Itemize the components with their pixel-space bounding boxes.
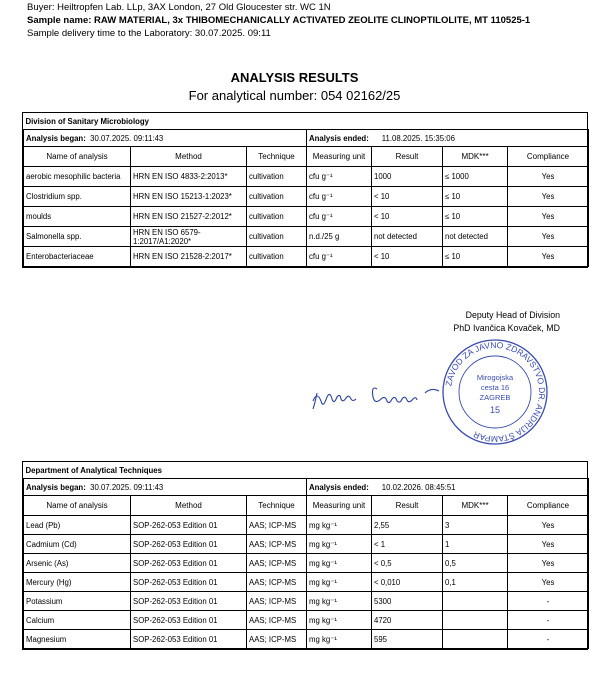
method-cell: HRN EN ISO 21527-2:2012* bbox=[131, 207, 247, 227]
table-row bbox=[24, 611, 589, 630]
method-cell: SOP-262-053 Edition 01 bbox=[131, 535, 247, 554]
micro-began: Analysis began: 30.07.2025. 09:11:43 bbox=[24, 130, 307, 147]
compliance-cell: Yes bbox=[508, 554, 589, 573]
technique-cell: AAS; ICP-MS bbox=[247, 573, 307, 592]
svg-text:ZAGREB: ZAGREB bbox=[479, 393, 511, 402]
compliance-cell: Yes bbox=[508, 207, 589, 227]
unit-cell: mg kg⁻¹ bbox=[307, 611, 372, 630]
result-cell: 5300 bbox=[372, 592, 443, 611]
svg-text:cesta 16: cesta 16 bbox=[480, 383, 510, 392]
result-cell: 2,55 bbox=[372, 516, 443, 535]
stamp bbox=[443, 340, 547, 444]
table-row bbox=[24, 516, 589, 535]
svg-text:ZAVOD ZA JAVNO ZDRAVSTVO DR. A: ZAVOD ZA JAVNO ZDRAVSTVO DR. ANDRIJA ŠTAMPAR bbox=[443, 339, 548, 445]
unit-cell: mg kg⁻¹ bbox=[307, 554, 372, 573]
analytical-number: For analytical number: 054 02162/25 bbox=[188, 88, 401, 103]
method-cell: SOP-262-053 Edition 01 bbox=[131, 516, 247, 535]
result-cell: < 0,010 bbox=[372, 573, 443, 592]
result-cell: 1000 bbox=[372, 167, 443, 187]
mdk-cell bbox=[443, 592, 508, 611]
mdk-cell: 3 bbox=[443, 516, 508, 535]
signer-role: Deputy Head of Division bbox=[465, 310, 560, 320]
result-cell: < 10 bbox=[372, 187, 443, 207]
compliance-cell: Yes bbox=[508, 573, 589, 592]
svg-text:15: 15 bbox=[489, 405, 501, 415]
result-cell: < 1 bbox=[372, 535, 443, 554]
unit-cell: mg kg⁻¹ bbox=[307, 630, 372, 649]
analysis-name-cell: Lead (Pb) bbox=[24, 516, 131, 535]
technique-cell: cultivation bbox=[247, 247, 307, 267]
method-cell: SOP-262-053 Edition 01 bbox=[131, 592, 247, 611]
technique-cell: AAS; ICP-MS bbox=[247, 554, 307, 573]
compliance-cell: Yes bbox=[508, 247, 589, 267]
signature-and-stamp bbox=[305, 335, 585, 450]
mdk-cell: not detected bbox=[443, 227, 508, 247]
technique-cell: AAS; ICP-MS bbox=[247, 535, 307, 554]
compliance-cell: Yes bbox=[508, 227, 589, 247]
technique-cell: AAS; ICP-MS bbox=[247, 611, 307, 630]
mdk-cell: ≤ 10 bbox=[443, 187, 508, 207]
method-cell: HRN EN ISO 21528-2:2017* bbox=[131, 247, 247, 267]
table-row bbox=[24, 247, 589, 267]
table-row bbox=[24, 630, 589, 649]
compliance-cell: Yes bbox=[508, 535, 589, 554]
micro-section bbox=[22, 112, 588, 268]
table-row bbox=[24, 167, 589, 187]
analysis-name-cell: aerobic mesophilic bacteria bbox=[24, 167, 131, 187]
sample-name-line: Sample name: RAW MATERIAL, 3x THIBOMECHANICALLY ACTIVATED ZEOLITE CLINOPTILOLITE, MT 110525-1 bbox=[27, 15, 531, 26]
table-row bbox=[24, 573, 589, 592]
buyer-line: Buyer: Heiltropfen Lab. LLp, 3AX London, 27 Old Gloucester str. WC 1N bbox=[27, 2, 331, 13]
micro-ended: Analysis ended: 11.08.2025. 15:35:06 bbox=[307, 130, 589, 147]
analysis-name-cell: Arsenic (As) bbox=[24, 554, 131, 573]
mdk-cell: ≤ 10 bbox=[443, 247, 508, 267]
analysis-name-cell: Magnesium bbox=[24, 630, 131, 649]
analysis-name-cell: Potassium bbox=[24, 592, 131, 611]
result-cell: 595 bbox=[372, 630, 443, 649]
mdk-cell: 0,5 bbox=[443, 554, 508, 573]
compliance-cell: - bbox=[508, 592, 589, 611]
method-cell: HRN EN ISO 15213-1:2023* bbox=[131, 187, 247, 207]
compliance-cell: - bbox=[508, 630, 589, 649]
unit-cell: mg kg⁻¹ bbox=[307, 573, 372, 592]
unit-cell: mg kg⁻¹ bbox=[307, 516, 372, 535]
analytical-section bbox=[22, 461, 588, 650]
micro-division-title: Division of Sanitary Microbiology bbox=[24, 113, 589, 130]
analysis-name-cell: moulds bbox=[24, 207, 131, 227]
mdk-cell: 0,1 bbox=[443, 573, 508, 592]
analysis-name-cell: Calcium bbox=[24, 611, 131, 630]
technique-cell: AAS; ICP-MS bbox=[247, 592, 307, 611]
analysis-name-cell: Salmonella spp. bbox=[24, 227, 131, 247]
handwritten-signature bbox=[313, 388, 439, 409]
analysis-name-cell: Clostridium spp. bbox=[24, 187, 131, 207]
table-row bbox=[24, 227, 589, 247]
technique-cell: AAS; ICP-MS bbox=[247, 630, 307, 649]
table-row bbox=[24, 187, 589, 207]
table-row bbox=[24, 592, 589, 611]
analytical-header-row: Name of analysis Method Technique Measuring unit Result MDK*** Compliance bbox=[24, 496, 589, 516]
analytical-division-title: Department of Analytical Techniques bbox=[24, 462, 589, 479]
technique-cell: cultivation bbox=[247, 207, 307, 227]
technique-cell: cultivation bbox=[247, 167, 307, 187]
result-cell: < 10 bbox=[372, 247, 443, 267]
micro-header-row: Name of analysis Method Technique Measuring unit Result MDK*** Compliance bbox=[24, 147, 589, 167]
mdk-cell bbox=[443, 630, 508, 649]
result-cell: < 10 bbox=[372, 207, 443, 227]
result-cell: not detected bbox=[372, 227, 443, 247]
unit-cell: cfu g⁻¹ bbox=[307, 207, 372, 227]
unit-cell: n.d./25 g bbox=[307, 227, 372, 247]
analytical-table bbox=[23, 462, 589, 649]
unit-cell: mg kg⁻¹ bbox=[307, 592, 372, 611]
mdk-cell: 1 bbox=[443, 535, 508, 554]
delivery-line: Sample delivery time to the Laboratory: 30.07.2025. 09:11 bbox=[27, 28, 271, 39]
technique-cell: AAS; ICP-MS bbox=[247, 516, 307, 535]
result-cell: 4720 bbox=[372, 611, 443, 630]
analysis-name-cell: Enterobacteriaceae bbox=[24, 247, 131, 267]
table-row bbox=[24, 554, 589, 573]
analysis-name-cell: Mercury (Hg) bbox=[24, 573, 131, 592]
compliance-cell: Yes bbox=[508, 167, 589, 187]
method-cell: HRN EN ISO 6579-1:2017/A1:2020* bbox=[131, 227, 247, 247]
method-cell: SOP-262-053 Edition 01 bbox=[131, 630, 247, 649]
mdk-cell: ≤ 10 bbox=[443, 207, 508, 227]
unit-cell: mg kg⁻¹ bbox=[307, 535, 372, 554]
analytical-ended: Analysis ended: 10.02.2026. 08:45:51 bbox=[307, 479, 589, 496]
technique-cell: cultivation bbox=[247, 187, 307, 207]
technique-cell: cultivation bbox=[247, 227, 307, 247]
method-cell: HRN EN ISO 4833-2:2013* bbox=[131, 167, 247, 187]
unit-cell: cfu g⁻¹ bbox=[307, 247, 372, 267]
table-row bbox=[24, 207, 589, 227]
method-cell: SOP-262-053 Edition 01 bbox=[131, 554, 247, 573]
result-cell: < 0,5 bbox=[372, 554, 443, 573]
micro-table bbox=[23, 113, 589, 267]
method-cell: SOP-262-053 Edition 01 bbox=[131, 611, 247, 630]
compliance-cell: Yes bbox=[508, 187, 589, 207]
analytical-began: Analysis began: 30.07.2025. 09:11:43 bbox=[24, 479, 307, 496]
mdk-cell: ≤ 1000 bbox=[443, 167, 508, 187]
unit-cell: cfu g⁻¹ bbox=[307, 167, 372, 187]
table-row bbox=[24, 535, 589, 554]
signer-name: PhD Ivančica Kovaček, MD bbox=[453, 323, 560, 333]
method-cell: SOP-262-053 Edition 01 bbox=[131, 573, 247, 592]
compliance-cell: - bbox=[508, 611, 589, 630]
svg-text:Mirogojska: Mirogojska bbox=[476, 373, 514, 382]
mdk-cell bbox=[443, 611, 508, 630]
compliance-cell: Yes bbox=[508, 516, 589, 535]
report-title: ANALYSIS RESULTS bbox=[230, 70, 359, 85]
unit-cell: cfu g⁻¹ bbox=[307, 187, 372, 207]
analysis-name-cell: Cadmium (Cd) bbox=[24, 535, 131, 554]
